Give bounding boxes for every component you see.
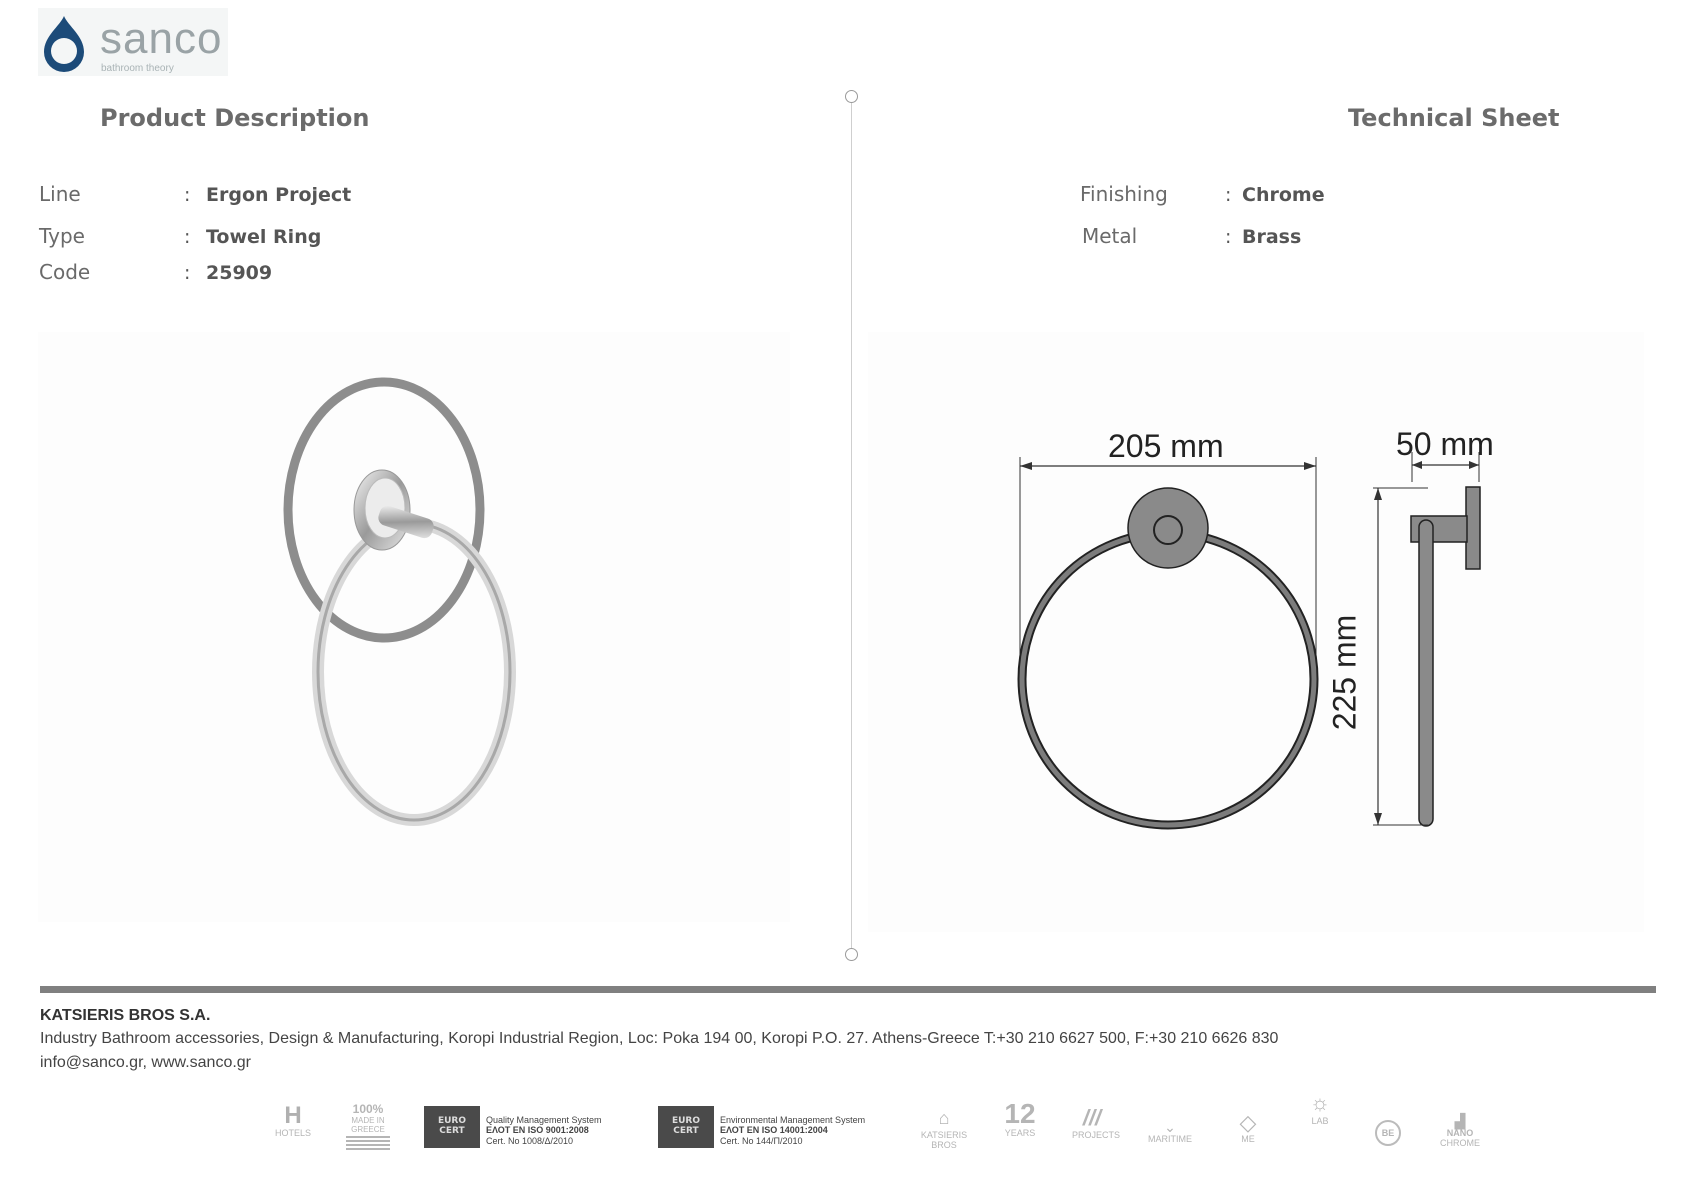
spec-colon: : xyxy=(184,226,191,248)
height-dimension-label: 225 mm xyxy=(1326,614,1363,731)
iso-9001-cert-no: Cert. No 1008/Δ/2010 xyxy=(486,1135,574,1146)
maritime-badge-label: MARITIME xyxy=(1148,1134,1192,1144)
dimension-drawing xyxy=(868,332,1644,932)
iso-9001-standard: ΕΛΟΤ EN ISO 9001:2008 xyxy=(486,1125,589,1136)
drop-logo-icon xyxy=(38,8,90,76)
iso-9001-title: Quality Management System xyxy=(486,1115,602,1125)
product-description-heading: Product Description xyxy=(100,104,370,132)
sanco-lab-badge-label: LAB xyxy=(1311,1116,1329,1126)
katsieris-badge: ⌂ KATSIERIS BROS xyxy=(916,1106,972,1150)
made-in-greece-percent: 100% xyxy=(352,1102,384,1116)
brand-logo xyxy=(38,8,228,76)
sanco-lab-badge: ☼ LAB xyxy=(1300,1090,1340,1126)
iso-14001-text xyxy=(720,1115,865,1146)
technical-drawing xyxy=(868,332,1644,932)
nano-badge-sublabel: CHROME xyxy=(1440,1138,1480,1148)
company-address: Industry Bathroom accessories, Design & Manufacturing, Koropi Industrial Region, Loc: Poka 194 00, Koropi P.O. 27. Athens-Greece T:+30 210 6627 500, F:+30 210 6626 830 xyxy=(40,1030,1279,1047)
eurocert-logo: EURO CERT xyxy=(658,1106,714,1148)
company-name: KATSIERIS BROS S.A. xyxy=(40,1007,211,1024)
hotels-badge-label: HOTELS xyxy=(274,1128,311,1138)
spec-colon: : xyxy=(184,262,191,284)
iso-14001-title: Environmental Management System xyxy=(720,1115,866,1125)
katsieris-badge-label: KATSIERIS BROS xyxy=(920,1130,968,1150)
divider-bottom-dot xyxy=(845,948,858,961)
home-badge-label: ME xyxy=(1241,1134,1255,1144)
iso-14001-badge xyxy=(658,1106,878,1150)
brand-name: sanco xyxy=(100,14,223,63)
column-divider xyxy=(851,96,852,954)
greek-flag-icon xyxy=(346,1136,390,1150)
iso-14001-cert-no: Cert. No 144/Π/2010 xyxy=(720,1135,803,1146)
home-badge: ◇ ME xyxy=(1228,1112,1268,1144)
years-badge-label: YEARS xyxy=(1004,1128,1036,1138)
made-in-greece-badge xyxy=(346,1102,390,1150)
technical-sheet-heading: Technical Sheet xyxy=(1348,104,1560,132)
spec-value-metal: Brass xyxy=(1242,226,1302,248)
spec-label-code: Code xyxy=(39,260,91,284)
spec-colon: : xyxy=(1225,184,1232,206)
spec-label-finishing: Finishing xyxy=(1080,182,1168,206)
projects-badge-label: PROJECTS xyxy=(1072,1130,1121,1140)
projects-badge: /// PROJECTS xyxy=(1072,1105,1121,1140)
spec-colon: : xyxy=(1225,226,1232,248)
width-dimension-label: 205 mm xyxy=(1108,428,1224,464)
iso-9001-text xyxy=(486,1115,602,1146)
spec-value-line: Ergon Project xyxy=(206,184,352,206)
iso-9001-badge xyxy=(424,1106,619,1150)
eurocert-logo: EURO CERT xyxy=(424,1106,480,1148)
years-badge xyxy=(1000,1100,1040,1138)
nano-chrome-badge: ▟ NANO CHROME xyxy=(1440,1113,1480,1148)
spec-value-type: Towel Ring xyxy=(206,226,322,248)
spec-label-metal: Metal xyxy=(1082,224,1138,248)
product-photo xyxy=(38,332,790,922)
company-contact: info@sanco.gr, www.sanco.gr xyxy=(40,1054,252,1071)
maritime-badge: ⌄ MARITIME xyxy=(1144,1120,1196,1144)
spec-colon: : xyxy=(184,184,191,206)
years-badge-number: 12 xyxy=(1004,1098,1036,1129)
towel-ring-photo xyxy=(38,332,790,922)
spec-value-code: 25909 xyxy=(206,262,273,284)
be-spore-label: BE xyxy=(1375,1120,1401,1146)
spec-label-line: Line xyxy=(39,182,81,206)
be-spore-badge xyxy=(1370,1120,1406,1146)
made-in-greece-label: MADE IN GREECE xyxy=(351,1116,385,1134)
spec-label-type: Type xyxy=(39,224,85,248)
spec-value-finishing: Chrome xyxy=(1242,184,1325,206)
hotels-badge: H HOTELS xyxy=(272,1104,314,1138)
iso-14001-standard: ΕΛΟΤ EN ISO 14001:2004 xyxy=(720,1125,828,1136)
brand-tagline: bathroom theory xyxy=(101,63,174,74)
depth-dimension-label: 50 mm xyxy=(1396,426,1494,462)
nano-badge-label: NANO xyxy=(1446,1128,1474,1138)
footer-rule xyxy=(40,986,1656,993)
divider-top-dot xyxy=(845,90,858,103)
